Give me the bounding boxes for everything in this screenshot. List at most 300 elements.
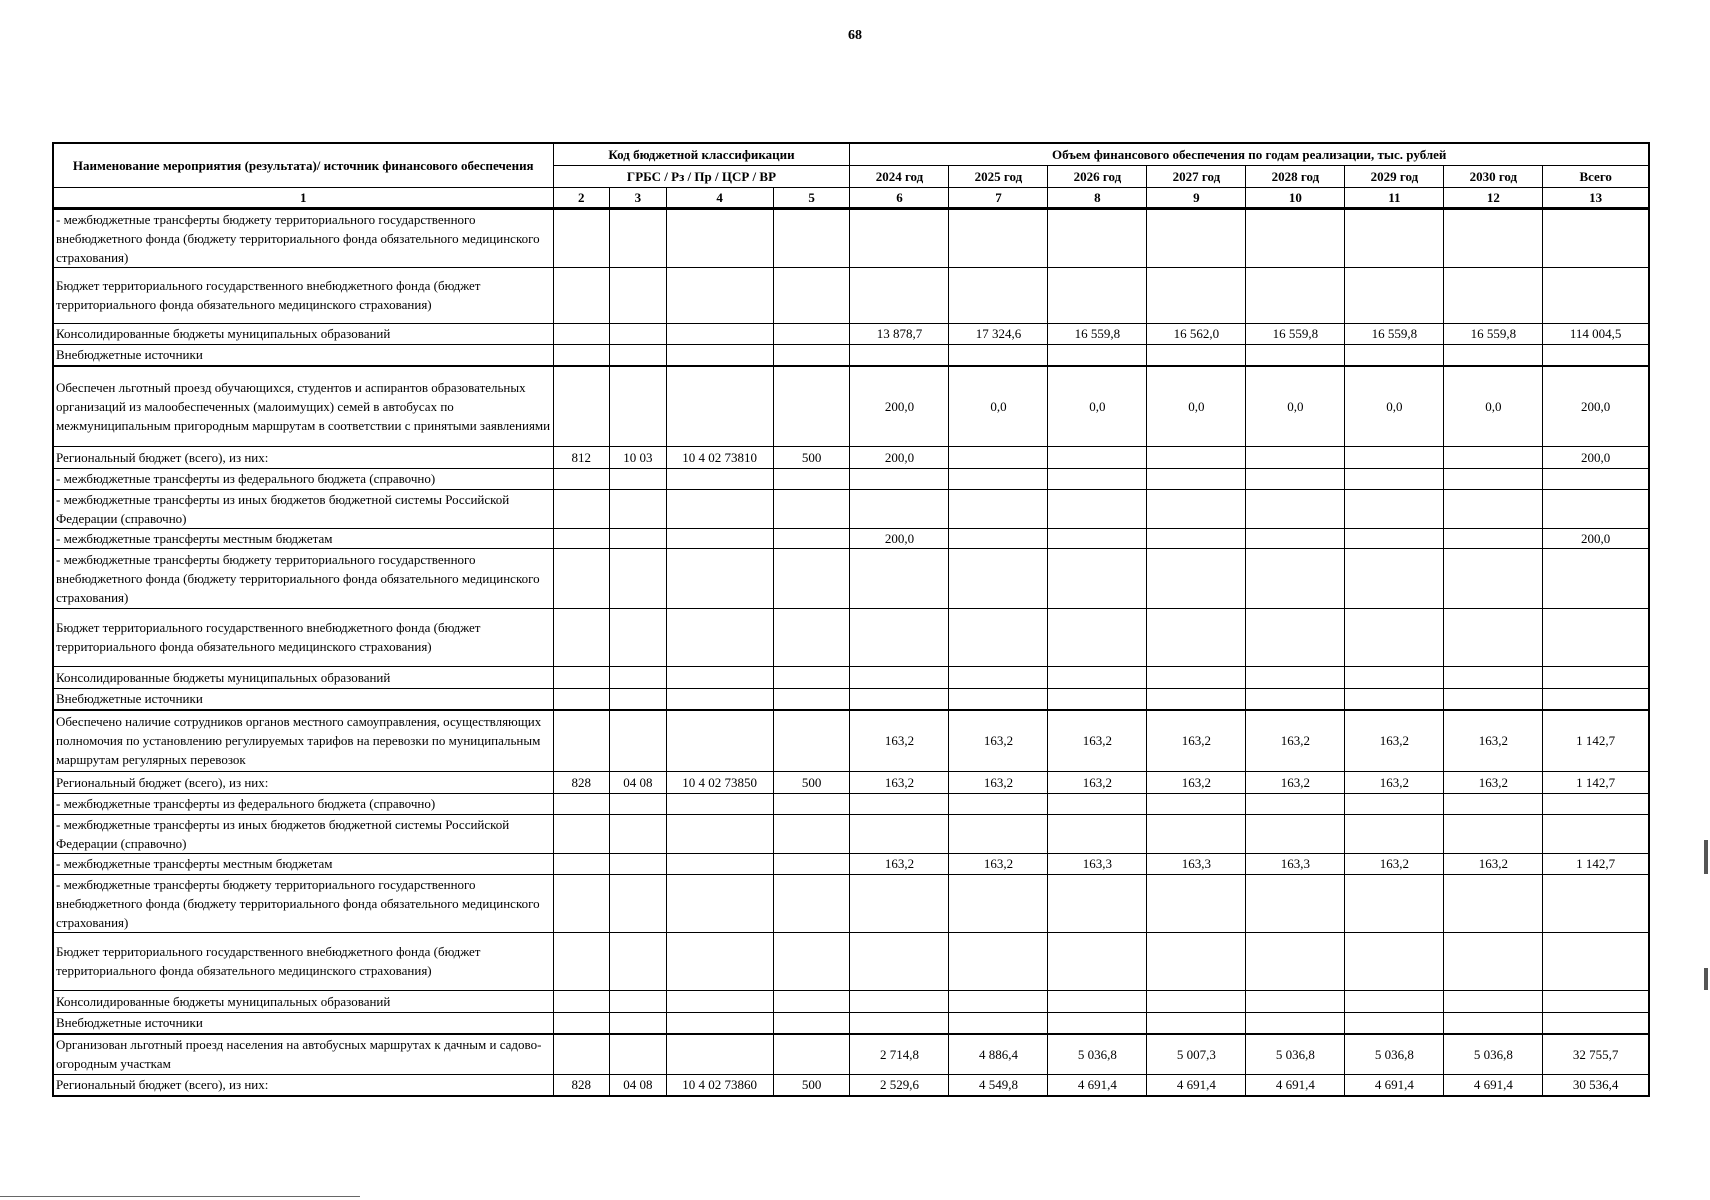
table-body (53, 208, 1649, 1096)
table-row (53, 323, 1649, 344)
year-value-cell (1048, 446, 1147, 468)
budget-code-cell (773, 344, 850, 366)
budget-code-cell (666, 710, 773, 771)
budget-code-cell (610, 874, 667, 932)
year-value-cell (1147, 548, 1246, 608)
budget-code-cell (610, 344, 667, 366)
year-value-cell: 17 324,6 (949, 323, 1048, 344)
year-value-cell (1444, 548, 1543, 608)
budget-code-cell (773, 1012, 850, 1034)
table-row (53, 548, 1649, 608)
column-number-cell: 3 (610, 187, 667, 208)
year-value-cell: 163,2 (850, 853, 949, 874)
year-value-cell (1147, 932, 1246, 990)
year-value-cell (1048, 548, 1147, 608)
table-row (53, 446, 1649, 468)
year-value-cell (850, 468, 949, 489)
year-value-cell (1246, 932, 1345, 990)
year-value-cell (949, 814, 1048, 853)
total-value-cell (1543, 932, 1649, 990)
column-number-cell: 10 (1246, 187, 1345, 208)
year-value-cell: 0,0 (1147, 366, 1246, 446)
year-value-cell: 163,2 (1345, 771, 1444, 793)
budget-code-cell (666, 814, 773, 853)
year-value-cell (1048, 990, 1147, 1012)
budget-code-cell (666, 366, 773, 446)
column-number-cell: 13 (1543, 187, 1649, 208)
year-value-cell: 163,2 (1444, 771, 1543, 793)
year-value-cell (949, 267, 1048, 323)
year-value-cell: 163,2 (850, 710, 949, 771)
total-value-cell (1543, 688, 1649, 710)
table-row (53, 344, 1649, 366)
column-number-cell: 2 (553, 187, 610, 208)
year-value-cell (949, 489, 1048, 528)
year-value-cell (1246, 548, 1345, 608)
budget-code-cell (666, 1034, 773, 1074)
table-row (53, 814, 1649, 853)
year-value-cell: 163,2 (949, 853, 1048, 874)
year-value-cell: 5 036,8 (1444, 1034, 1543, 1074)
total-value-cell: 1 142,7 (1543, 853, 1649, 874)
budget-code-cell (610, 366, 667, 446)
year-value-cell: 5 036,8 (1246, 1034, 1345, 1074)
row-name-cell: Обеспечен льготный проезд обучающихся, студентов и аспирантов образовательных организаций из малообеспеченных (малоимущих) семей в автобусах по межмуниципальным пригородным маршрутам в соответствии с принятыми заявлениями (53, 366, 553, 446)
column-number-cell: 5 (773, 187, 850, 208)
budget-code-cell (610, 528, 667, 548)
column-number-cell: 11 (1345, 187, 1444, 208)
year-value-cell (1048, 267, 1147, 323)
year-value-cell (1048, 874, 1147, 932)
year-value-cell (1345, 688, 1444, 710)
budget-code-cell: 10 4 02 73850 (666, 771, 773, 793)
year-value-cell: 5 007,3 (1147, 1034, 1246, 1074)
total-value-cell: 114 004,5 (1543, 323, 1649, 344)
total-value-cell (1543, 548, 1649, 608)
year-value-cell (949, 344, 1048, 366)
budget-code-cell (773, 267, 850, 323)
budget-code-cell (610, 814, 667, 853)
year-value-cell: 4 886,4 (949, 1034, 1048, 1074)
table-row (53, 208, 1649, 267)
year-value-cell: 16 559,8 (1246, 323, 1345, 344)
year-value-cell (949, 1012, 1048, 1034)
year-value-cell (1048, 208, 1147, 267)
year-value-cell: 4 691,4 (1147, 1074, 1246, 1096)
year-value-cell (949, 688, 1048, 710)
budget-code-cell (773, 468, 850, 489)
budget-code-cell: 10 4 02 73860 (666, 1074, 773, 1096)
year-value-cell (1444, 666, 1543, 688)
year-value-cell: 13 878,7 (850, 323, 949, 344)
budget-code-cell (666, 468, 773, 489)
year-value-cell (949, 793, 1048, 814)
year-value-cell (850, 208, 949, 267)
year-value-cell (1246, 489, 1345, 528)
year-value-cell: 4 549,8 (949, 1074, 1048, 1096)
year-value-cell (1345, 548, 1444, 608)
row-name-cell: Бюджет территориального государственного внебюджетного фонда (бюджет территориального фонда обязательного медицинского страхования) (53, 608, 553, 666)
budget-code-cell (666, 267, 773, 323)
year-value-cell (850, 608, 949, 666)
table-row (53, 771, 1649, 793)
year-value-cell: 163,3 (1048, 853, 1147, 874)
budget-code-cell (610, 710, 667, 771)
budget-table-container (52, 142, 1650, 1097)
budget-code-cell (610, 208, 667, 267)
year-value-cell: 163,2 (1048, 771, 1147, 793)
year-value-cell: 0,0 (1246, 366, 1345, 446)
year-value-cell: 163,2 (1246, 771, 1345, 793)
year-value-cell (949, 468, 1048, 489)
year-value-cell (850, 267, 949, 323)
year-value-cell (1246, 267, 1345, 323)
year-value-cell: 4 691,4 (1345, 1074, 1444, 1096)
budget-code-cell (773, 208, 850, 267)
year-value-cell (1444, 528, 1543, 548)
budget-code-cell (553, 548, 610, 608)
row-name-cell: - межбюджетные трансферты из иных бюджетов бюджетной системы Российской Федерации (справочно) (53, 489, 553, 528)
budget-code-cell (773, 1034, 850, 1074)
year-value-cell (1345, 990, 1444, 1012)
year-value-cell (1048, 688, 1147, 710)
year-value-cell (850, 932, 949, 990)
header-code-sub-cell: ГРБС / Рз / Пр / ЦСР / ВР (553, 165, 850, 187)
year-value-cell (949, 932, 1048, 990)
budget-code-cell (553, 666, 610, 688)
budget-code-cell (610, 666, 667, 688)
year-value-cell: 4 691,4 (1246, 1074, 1345, 1096)
row-name-cell: - межбюджетные трансферты бюджету территориального государственного внебюджетного фонда (бюджету территориального фонда обязательного медицинского страхования) (53, 874, 553, 932)
table-row (53, 666, 1649, 688)
year-value-cell (1147, 666, 1246, 688)
year-value-cell (1147, 990, 1246, 1012)
year-value-cell (850, 548, 949, 608)
year-value-cell (949, 548, 1048, 608)
budget-code-cell (610, 990, 667, 1012)
total-value-cell (1543, 608, 1649, 666)
year-value-cell (1345, 793, 1444, 814)
row-name-cell: Внебюджетные источники (53, 344, 553, 366)
year-value-cell (1048, 468, 1147, 489)
year-value-cell (1444, 489, 1543, 528)
total-value-cell: 1 142,7 (1543, 771, 1649, 793)
budget-code-cell (773, 932, 850, 990)
total-value-cell: 1 142,7 (1543, 710, 1649, 771)
header-volume-cell: Объем финансового обеспечения по годам реализации, тыс. рублей (850, 143, 1649, 165)
budget-code-cell (553, 793, 610, 814)
year-value-cell: 163,2 (1147, 771, 1246, 793)
year-value-cell: 163,2 (949, 710, 1048, 771)
budget-code-cell (773, 323, 850, 344)
budget-code-cell (773, 666, 850, 688)
budget-code-cell (666, 688, 773, 710)
header-code-cell: Код бюджетной классификации (553, 143, 850, 165)
budget-code-cell (610, 853, 667, 874)
budget-code-cell (666, 323, 773, 344)
budget-code-cell (610, 932, 667, 990)
budget-code-cell (666, 874, 773, 932)
year-value-cell (1048, 489, 1147, 528)
year-value-cell (1444, 874, 1543, 932)
total-value-cell (1543, 793, 1649, 814)
year-value-cell (1345, 608, 1444, 666)
header-year-cell: 2028 год (1246, 165, 1345, 187)
budget-code-cell (553, 853, 610, 874)
year-value-cell (1147, 688, 1246, 710)
year-value-cell (850, 688, 949, 710)
year-value-cell (949, 608, 1048, 666)
year-value-cell (1444, 468, 1543, 489)
budget-code-cell: 500 (773, 771, 850, 793)
row-name-cell: - межбюджетные трансферты из федерального бюджета (справочно) (53, 793, 553, 814)
total-value-cell (1543, 489, 1649, 528)
year-value-cell (1444, 608, 1543, 666)
year-value-cell: 163,2 (1147, 710, 1246, 771)
year-value-cell (1246, 814, 1345, 853)
year-value-cell (949, 528, 1048, 548)
year-value-cell (1246, 793, 1345, 814)
budget-code-cell (773, 710, 850, 771)
budget-code-cell (666, 990, 773, 1012)
year-value-cell (1147, 446, 1246, 468)
table-row (53, 608, 1649, 666)
year-value-cell (1048, 344, 1147, 366)
year-value-cell: 200,0 (850, 528, 949, 548)
year-value-cell: 16 559,8 (1345, 323, 1444, 344)
total-value-cell: 32 755,7 (1543, 1034, 1649, 1074)
budget-code-cell (610, 608, 667, 666)
year-value-cell: 16 559,8 (1048, 323, 1147, 344)
year-value-cell (1345, 267, 1444, 323)
row-name-cell: Консолидированные бюджеты муниципальных образований (53, 323, 553, 344)
table-row (53, 853, 1649, 874)
table-row (53, 1034, 1649, 1074)
total-value-cell (1543, 1012, 1649, 1034)
year-value-cell: 5 036,8 (1345, 1034, 1444, 1074)
column-number-cell: 9 (1147, 187, 1246, 208)
year-value-cell: 4 691,4 (1444, 1074, 1543, 1096)
year-value-cell (1345, 446, 1444, 468)
year-value-cell (1246, 1012, 1345, 1034)
year-value-cell (1147, 489, 1246, 528)
year-value-cell (1147, 528, 1246, 548)
year-value-cell (850, 990, 949, 1012)
table-row (53, 793, 1649, 814)
row-name-cell: - межбюджетные трансферты из иных бюджетов бюджетной системы Российской Федерации (справочно) (53, 814, 553, 853)
year-value-cell (1246, 528, 1345, 548)
year-value-cell (1345, 468, 1444, 489)
year-value-cell (1048, 814, 1147, 853)
year-value-cell (949, 208, 1048, 267)
table-row (53, 489, 1649, 528)
year-value-cell (1246, 608, 1345, 666)
budget-code-cell (553, 489, 610, 528)
header-year-cell: 2026 год (1048, 165, 1147, 187)
table-row (53, 990, 1649, 1012)
budget-code-cell (773, 548, 850, 608)
total-value-cell: 200,0 (1543, 446, 1649, 468)
row-name-cell: - межбюджетные трансферты бюджету территориального государственного внебюджетного фонда (бюджету территориального фонда обязательного медицинского страхования) (53, 208, 553, 267)
year-value-cell: 16 562,0 (1147, 323, 1246, 344)
row-name-cell: Обеспечено наличие сотрудников органов местного самоуправления, осуществляющих полномочия по установлению регулируемых тарифов на перевозки по муниципальным маршрутам регулярных перевозок (53, 710, 553, 771)
total-value-cell (1543, 990, 1649, 1012)
year-value-cell (850, 666, 949, 688)
header-year-cell: Всего (1543, 165, 1649, 187)
year-value-cell (1444, 208, 1543, 267)
budget-code-cell (773, 489, 850, 528)
year-value-cell (1147, 1012, 1246, 1034)
year-value-cell (1444, 344, 1543, 366)
column-number-cell: 1 (53, 187, 553, 208)
year-value-cell: 0,0 (1345, 366, 1444, 446)
year-value-cell (1147, 208, 1246, 267)
year-value-cell (1345, 528, 1444, 548)
budget-code-cell (553, 710, 610, 771)
table-row (53, 688, 1649, 710)
budget-code-cell (773, 528, 850, 548)
year-value-cell (1246, 468, 1345, 489)
total-value-cell: 200,0 (1543, 366, 1649, 446)
budget-code-cell (553, 468, 610, 489)
header-year-cell: 2029 год (1345, 165, 1444, 187)
budget-code-cell (610, 267, 667, 323)
table-row (53, 710, 1649, 771)
year-value-cell: 163,2 (1048, 710, 1147, 771)
budget-code-cell (610, 323, 667, 344)
row-name-cell: Внебюджетные источники (53, 688, 553, 710)
budget-code-cell: 500 (773, 446, 850, 468)
year-value-cell (1147, 267, 1246, 323)
total-value-cell (1543, 267, 1649, 323)
budget-code-cell (666, 489, 773, 528)
column-number-cell: 7 (949, 187, 1048, 208)
budget-code-cell (553, 932, 610, 990)
budget-code-cell (553, 608, 610, 666)
year-value-cell: 4 691,4 (1048, 1074, 1147, 1096)
year-value-cell (1147, 468, 1246, 489)
table-header (53, 143, 1649, 208)
budget-code-cell (553, 990, 610, 1012)
year-value-cell (850, 1012, 949, 1034)
year-value-cell: 163,2 (1444, 710, 1543, 771)
total-value-cell: 200,0 (1543, 528, 1649, 548)
budget-code-cell (666, 1012, 773, 1034)
year-value-cell: 200,0 (850, 366, 949, 446)
year-value-cell: 5 036,8 (1048, 1034, 1147, 1074)
row-name-cell: - межбюджетные трансферты местным бюджетам (53, 528, 553, 548)
budget-code-cell (553, 344, 610, 366)
year-value-cell (1048, 528, 1147, 548)
table-row (53, 366, 1649, 446)
column-number-cell: 6 (850, 187, 949, 208)
row-name-cell: - межбюджетные трансферты бюджету территориального государственного внебюджетного фонда (бюджету территориального фонда обязательного медицинского страхования) (53, 548, 553, 608)
year-value-cell (1246, 666, 1345, 688)
year-value-cell: 163,2 (1246, 710, 1345, 771)
year-value-cell (1444, 688, 1543, 710)
year-value-cell (1246, 874, 1345, 932)
year-value-cell: 163,3 (1147, 853, 1246, 874)
row-name-cell: Региональный бюджет (всего), из них: (53, 1074, 553, 1096)
budget-code-cell: 10 03 (610, 446, 667, 468)
column-number-cell: 8 (1048, 187, 1147, 208)
row-name-cell: Региональный бюджет (всего), из них: (53, 771, 553, 793)
year-value-cell (1345, 666, 1444, 688)
year-value-cell (1444, 793, 1543, 814)
year-value-cell (1444, 1012, 1543, 1034)
year-value-cell (1048, 1012, 1147, 1034)
total-value-cell (1543, 468, 1649, 489)
total-value-cell (1543, 666, 1649, 688)
year-value-cell (1246, 446, 1345, 468)
year-value-cell: 0,0 (949, 366, 1048, 446)
year-value-cell (1345, 1012, 1444, 1034)
budget-code-cell (610, 489, 667, 528)
table-row (53, 267, 1649, 323)
year-value-cell (1048, 666, 1147, 688)
year-value-cell: 163,2 (1444, 853, 1543, 874)
year-value-cell (850, 489, 949, 528)
budget-code-cell (773, 853, 850, 874)
scan-bottom-rule (0, 1196, 360, 1197)
budget-code-cell: 500 (773, 1074, 850, 1096)
column-number-cell: 12 (1444, 187, 1543, 208)
total-value-cell (1543, 344, 1649, 366)
year-value-cell: 163,2 (850, 771, 949, 793)
budget-code-cell (553, 688, 610, 710)
budget-code-cell (666, 853, 773, 874)
year-value-cell (1147, 814, 1246, 853)
budget-code-cell: 828 (553, 1074, 610, 1096)
year-value-cell (850, 874, 949, 932)
row-name-cell: Внебюджетные источники (53, 1012, 553, 1034)
year-value-cell (1246, 688, 1345, 710)
year-value-cell (1444, 932, 1543, 990)
year-value-cell (850, 793, 949, 814)
year-value-cell: 163,3 (1246, 853, 1345, 874)
budget-code-cell (610, 793, 667, 814)
year-value-cell (850, 344, 949, 366)
table-row (53, 1012, 1649, 1034)
year-value-cell (1345, 814, 1444, 853)
budget-code-cell (553, 528, 610, 548)
year-value-cell (1444, 446, 1543, 468)
budget-code-cell (666, 608, 773, 666)
year-value-cell (949, 666, 1048, 688)
budget-code-cell (773, 688, 850, 710)
year-value-cell (1147, 608, 1246, 666)
row-name-cell: Консолидированные бюджеты муниципальных образований (53, 666, 553, 688)
year-value-cell (1048, 793, 1147, 814)
budget-code-cell (553, 874, 610, 932)
year-value-cell: 163,2 (949, 771, 1048, 793)
year-value-cell (949, 990, 1048, 1012)
year-value-cell: 163,2 (1345, 853, 1444, 874)
year-value-cell: 2 529,6 (850, 1074, 949, 1096)
budget-code-cell: 10 4 02 73810 (666, 446, 773, 468)
year-value-cell (1345, 874, 1444, 932)
row-name-cell: - межбюджетные трансферты местным бюджетам (53, 853, 553, 874)
budget-table (52, 142, 1650, 1097)
year-value-cell (1444, 814, 1543, 853)
scan-margin-mark (1704, 968, 1708, 990)
budget-code-cell (553, 1034, 610, 1074)
year-value-cell (1345, 344, 1444, 366)
year-value-cell (1147, 793, 1246, 814)
year-value-cell (1444, 990, 1543, 1012)
table-row (53, 874, 1649, 932)
budget-code-cell (666, 932, 773, 990)
